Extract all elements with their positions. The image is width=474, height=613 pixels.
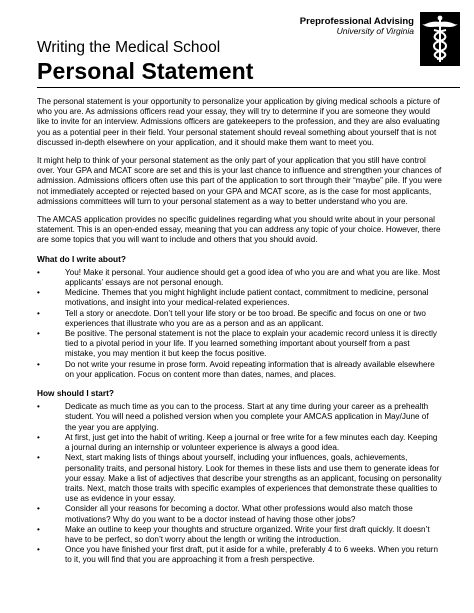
bullet-icon: • <box>37 308 40 318</box>
document-subtitle: Writing the Medical School <box>37 39 221 56</box>
intro-paragraph: It might help to think of your personal statement as the only part of your application that you still have control over. Your GPA and MCAT score are set and this is your last chance to influence and strengthen your chances of admission. Admissions officers often use this part of the application to sort through their “maybe” pile. If you were not immediately accepted or rejected based on your GPA and MCAT score, as is the case for most applicants, admissions committees will turn to your personal statement as a way to better understand who you are. <box>37 156 442 206</box>
list-item <box>37 360 442 380</box>
list-item-text: Be positive. The personal statement is not the place to explain your academic record unless it is directly tied to a pivotal period in your life. If you learned something important about yourself from a past mistake, you may mention it but keep the focus positive. <box>65 329 437 359</box>
list-item-text: Next, start making lists of things about yourself, including your influences, goals, achievements, personality traits, and personal history. Look for themes in these lists and use them to generate ideas for your essay. Make a list of adjectives that describe your strengths as an applicant, focusing on personality traits. Next, match those traits with specific examples of experiences that demonstrate these qualities to use as evidence in your essay. <box>65 453 442 504</box>
section-heading-what: What do I write about? <box>37 253 126 264</box>
bullet-icon: • <box>37 504 40 514</box>
bullet-icon: • <box>37 432 40 442</box>
list-item <box>37 433 442 453</box>
bullet-icon: • <box>37 288 40 298</box>
list-item <box>37 545 442 565</box>
list-item <box>37 525 442 545</box>
list-item-text: Consider all your reasons for becoming a doctor. What other professions would also match those motivations? Why do you want to be a doctor instead of having those other jobs? <box>65 504 413 524</box>
document-title: Personal Statement <box>37 58 254 84</box>
list-item-text: Dedicate as much time as you can to the process. Start at any time during your career as a prehealth student. You will need a polished version when you complete your AMCAS application in May/June of the year you are applying. <box>65 402 429 432</box>
bullet-icon: • <box>37 524 40 534</box>
list-item <box>37 504 442 524</box>
list-item-text: Medicine. Themes that you might highlight include patient contact, commitment to medicine, personal motivations, and insight into your medical-related experiences. <box>65 288 429 308</box>
bullet-icon: • <box>37 402 40 412</box>
intro-paragraph: The AMCAS application provides no specific guidelines regarding what you should write about in your personal statement. This is an open-ended essay, meaning that you can address any topic of your choice. However, there are some topics that you will want to include and others that you should avoid. <box>37 215 441 245</box>
what-list <box>37 268 442 380</box>
document-body <box>37 97 442 574</box>
list-item-text: Once you have finished your first draft, put it aside for a while, preferably 4 to 6 weeks. When you return to it, you will find that you are approaching it from a fresh perspective. <box>65 545 439 565</box>
list-item-text: Do not write your resume in prose form. Avoid repeating information that is already available elsewhere on your application. Focus on content more than dates, names, and places. <box>65 359 435 379</box>
section-heading-how: How should I start? <box>37 388 114 399</box>
list-item <box>37 453 442 504</box>
list-item <box>37 402 442 433</box>
bullet-icon: • <box>37 267 40 277</box>
bullet-icon: • <box>37 545 40 555</box>
org-name: Preprofessional Advising <box>299 16 414 27</box>
list-item-text: Make an outline to keep your thoughts and structure organized. Write your first draft quickly. It doesn’t have to be perfect, so don’t worry about the length or writing the introduction. <box>65 524 430 544</box>
org-university: University of Virginia <box>336 25 414 36</box>
list-item-text: You! Make it personal. Your audience should get a good idea of who you are and what you are like. Most applicants’ essays are not personal enough. <box>65 267 441 288</box>
list-item <box>37 288 442 308</box>
caduceus-icon <box>420 12 460 66</box>
list-item-text: Tell a story or anecdote. Don’t tell your life story or be too broad. Be specific and focus on one or two experiences that illustrate who you are as a person and as an applicant. <box>65 308 426 328</box>
org-header <box>300 17 414 36</box>
intro-paragraph: The personal statement is your opportunity to personalize your application by giving medical schools a picture of who you are. As admissions officers read your essay, they will try to determine if you are someone they would like to invite for an interview. Admissions officers are gatekeepers to the profession, and they are also evaluating you as a potential peer in their field. Your personal statement should reveal something about yourself that is not discussed in-depth elsewhere on your application, and it should make them want to meet you. <box>37 97 440 147</box>
bullet-icon: • <box>37 329 40 339</box>
how-list <box>37 402 442 565</box>
title-divider <box>37 87 460 88</box>
list-item <box>37 309 442 329</box>
list-item-text: At first, just get into the habit of writing. Keep a journal or free write for a few minutes each day. Keeping a journal during an internship or volunteer experience is always a good idea. <box>65 432 438 453</box>
bullet-icon: • <box>37 359 40 369</box>
list-item <box>37 268 442 288</box>
bullet-icon: • <box>37 453 40 463</box>
list-item <box>37 329 442 360</box>
